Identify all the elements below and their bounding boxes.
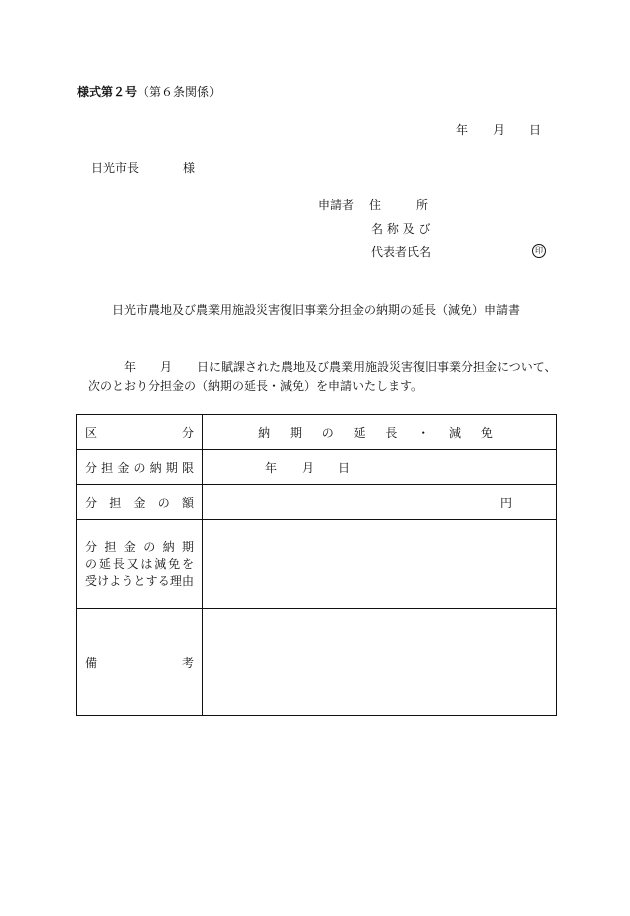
label-reason [77, 520, 203, 609]
seal-mark: 印 [532, 244, 546, 258]
label-char: の [133, 460, 146, 475]
table-row [77, 415, 557, 450]
label-category [77, 415, 203, 450]
reason-value[interactable] [203, 520, 557, 609]
amount-value: 円 [203, 485, 557, 520]
date-year: 年 [456, 123, 469, 137]
label-remarks [77, 609, 203, 716]
body-year: 年 [124, 360, 137, 374]
due-day: 日 [338, 460, 351, 475]
body-line1: 日に賦課された農地及び農業用施設災害復旧事業分担金について、 [197, 360, 557, 374]
label-char: 納 [149, 460, 162, 475]
addressee-name: 日光市長 [91, 161, 140, 175]
table-row [77, 609, 557, 716]
body-line2: 次のとおり分担金の（納期の延長・減免）を申請いたします。 [88, 379, 424, 393]
applicant-address-b: 所 [416, 198, 429, 212]
table-row [77, 520, 557, 609]
label-char: 担 [109, 495, 122, 510]
label-char: 担 [101, 460, 114, 475]
due-month: 月 [302, 460, 315, 475]
form-header [77, 86, 221, 98]
form-number: 様式第２号 [77, 85, 138, 99]
table-row [77, 450, 557, 485]
reason-line: 受けようとする理由 [85, 573, 194, 588]
label-amount [77, 485, 203, 520]
label-char: 分 [181, 425, 194, 440]
label-char: 金 [117, 460, 130, 475]
label-due-date [77, 450, 203, 485]
applicant-name-line: 名 称 及 び [371, 222, 431, 236]
label-char: 額 [181, 495, 194, 510]
application-table [76, 414, 557, 716]
label-char: 期 [165, 460, 178, 475]
form-relation: （第６条関係） [137, 85, 222, 99]
body-month: 月 [160, 360, 173, 374]
label-char: 分 [85, 460, 98, 475]
table-row [77, 485, 557, 520]
due-year: 年 [265, 460, 278, 475]
category-value: 納 期 の 延 長 ・ 減 免 [203, 415, 557, 450]
label-char: 考 [181, 655, 194, 670]
due-date-value [203, 450, 557, 485]
label-char: 金 [133, 495, 146, 510]
applicant-label: 申請者 [318, 198, 355, 212]
label-char: の [157, 495, 170, 510]
date-day: 日 [529, 123, 542, 137]
label-char: 区 [85, 425, 98, 440]
document-title: 日光市農地及び農業用施設災害復旧事業分担金の納期の延長（減免）申請書 [112, 303, 521, 317]
label-char: 限 [181, 460, 194, 475]
remarks-value[interactable] [203, 609, 557, 716]
label-char: 分 [85, 495, 98, 510]
reason-line: 分担金の納期 [85, 539, 194, 554]
applicant-address-a: 住 [369, 198, 382, 212]
label-char: 備 [85, 655, 98, 670]
addressee-honorific: 様 [183, 161, 196, 175]
applicant-rep-name: 代表者氏名 [371, 245, 432, 259]
date-month: 月 [493, 123, 506, 137]
reason-line: の延長又は減免を [85, 556, 194, 571]
